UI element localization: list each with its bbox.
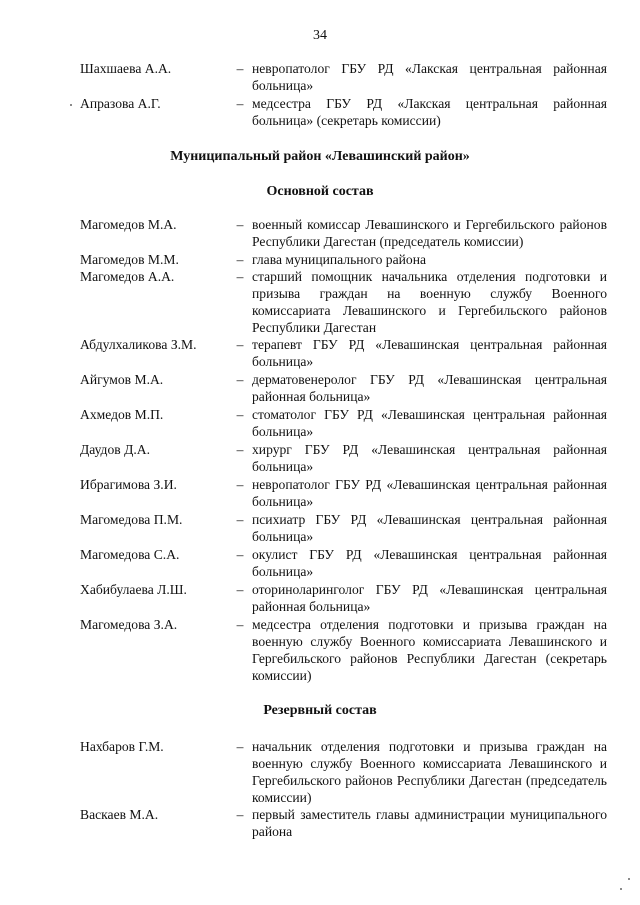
member-role: психиатр ГБУ РД «Левашинская центральная районная больница» (252, 512, 607, 544)
dash: – (236, 407, 244, 422)
member-name: Ахмедов М.П. (80, 407, 164, 422)
dash: – (236, 269, 244, 284)
list-item (80, 60, 607, 95)
dash: – (236, 337, 244, 352)
member-role: хирург ГБУ РД «Левашинская центральная районная больница» (252, 442, 607, 474)
dash: – (236, 582, 244, 597)
list-item (80, 371, 607, 406)
member-role: медсестра отделения подготовки и призыва граждан на военную службу Военного комиссариата Левашинского и Гергебильского районов Республики Дагестан (секретарь комиссии) (252, 617, 607, 683)
member-name: Магомедов А.А. (80, 269, 175, 284)
member-name: Хабибулаева Л.Ш. (80, 582, 187, 597)
list-item (80, 216, 607, 251)
member-name: Абдулхаликова З.М. (80, 337, 197, 352)
dash: – (236, 617, 244, 632)
dash: – (236, 217, 244, 232)
list-item (80, 441, 607, 476)
list-item (80, 476, 607, 511)
dash: – (236, 372, 244, 387)
member-name: Васкаев М.А. (80, 807, 159, 822)
dash: – (236, 61, 244, 76)
district-heading: Муниципальный район «Левашинский район» (170, 149, 470, 164)
member-name: Шахшаева А.А. (80, 61, 172, 76)
member-role: оториноларинголог ГБУ РД «Левашинская центральная районная больница» (252, 582, 607, 614)
member-role: глава муниципального района (252, 252, 426, 267)
main-entries (80, 216, 607, 684)
member-name: Даудов Д.А. (80, 442, 150, 457)
member-role: первый заместитель главы администрации муниципального района (252, 807, 607, 839)
page-number: 34 (313, 28, 327, 43)
member-name: Апразова А.Г. (80, 96, 161, 111)
scan-speck (628, 878, 630, 880)
member-name: Нахбаров Г.М. (80, 739, 164, 754)
member-name: Айгумов М.А. (80, 372, 164, 387)
dash: – (236, 252, 244, 267)
reserve-composition-heading: Резервный состав (263, 703, 377, 718)
dash: – (236, 477, 244, 492)
list-item (80, 806, 607, 841)
member-role: дерматовенеролог ГБУ РД «Левашинская центральная районная больница» (252, 372, 607, 404)
dash: – (236, 739, 244, 754)
scan-speck (70, 104, 72, 106)
list-item (80, 251, 607, 268)
list-item (80, 336, 607, 371)
list-item (80, 616, 607, 684)
member-role: невропатолог ГБУ РД «Лакская центральная районная больница» (252, 61, 607, 93)
member-name: Магомедов М.А. (80, 217, 177, 232)
member-name: Магомедов М.М. (80, 252, 179, 267)
list-item (80, 738, 607, 806)
member-role: невропатолог ГБУ РД «Левашинская центральная районная больница» (252, 477, 607, 509)
list-item (80, 581, 607, 616)
member-role: медсестра ГБУ РД «Лакская центральная районная больница» (секретарь комиссии) (252, 96, 607, 128)
member-name: Магомедова П.М. (80, 512, 183, 527)
top-entries (80, 60, 607, 130)
member-role: окулист ГБУ РД «Левашинская центральная районная больница» (252, 547, 607, 579)
list-item (80, 268, 607, 336)
dash: – (236, 96, 244, 111)
list-item (80, 546, 607, 581)
dash: – (236, 807, 244, 822)
dash: – (236, 442, 244, 457)
member-role: стоматолог ГБУ РД «Левашинская центральная районная больница» (252, 407, 607, 439)
member-name: Магомедова З.А. (80, 617, 178, 632)
dash: – (236, 512, 244, 527)
main-composition-heading: Основной состав (266, 184, 374, 199)
list-item (80, 95, 607, 130)
member-role: старший помощник начальника отделения подготовки и призыва граждан на военную службу Военного комиссариата Левашинского и Гергебильского районов Республики Дагестан (252, 269, 607, 335)
member-name: Магомедова С.А. (80, 547, 180, 562)
list-item (80, 511, 607, 546)
dash: – (236, 547, 244, 562)
list-item (80, 406, 607, 441)
scan-speck (620, 888, 622, 890)
member-role: начальник отделения подготовки и призыва граждан на военную службу Военного комиссариата Левашинского и Гергебильского районов Республики Дагестан (председатель комиссии) (252, 739, 607, 805)
member-role: военный комиссар Левашинского и Гергебильского районов Республики Дагестан (председатель комиссии) (252, 217, 607, 249)
member-name: Ибрагимова З.И. (80, 477, 177, 492)
member-role: терапевт ГБУ РД «Левашинская центральная районная больница» (252, 337, 607, 369)
reserve-entries (80, 738, 607, 841)
